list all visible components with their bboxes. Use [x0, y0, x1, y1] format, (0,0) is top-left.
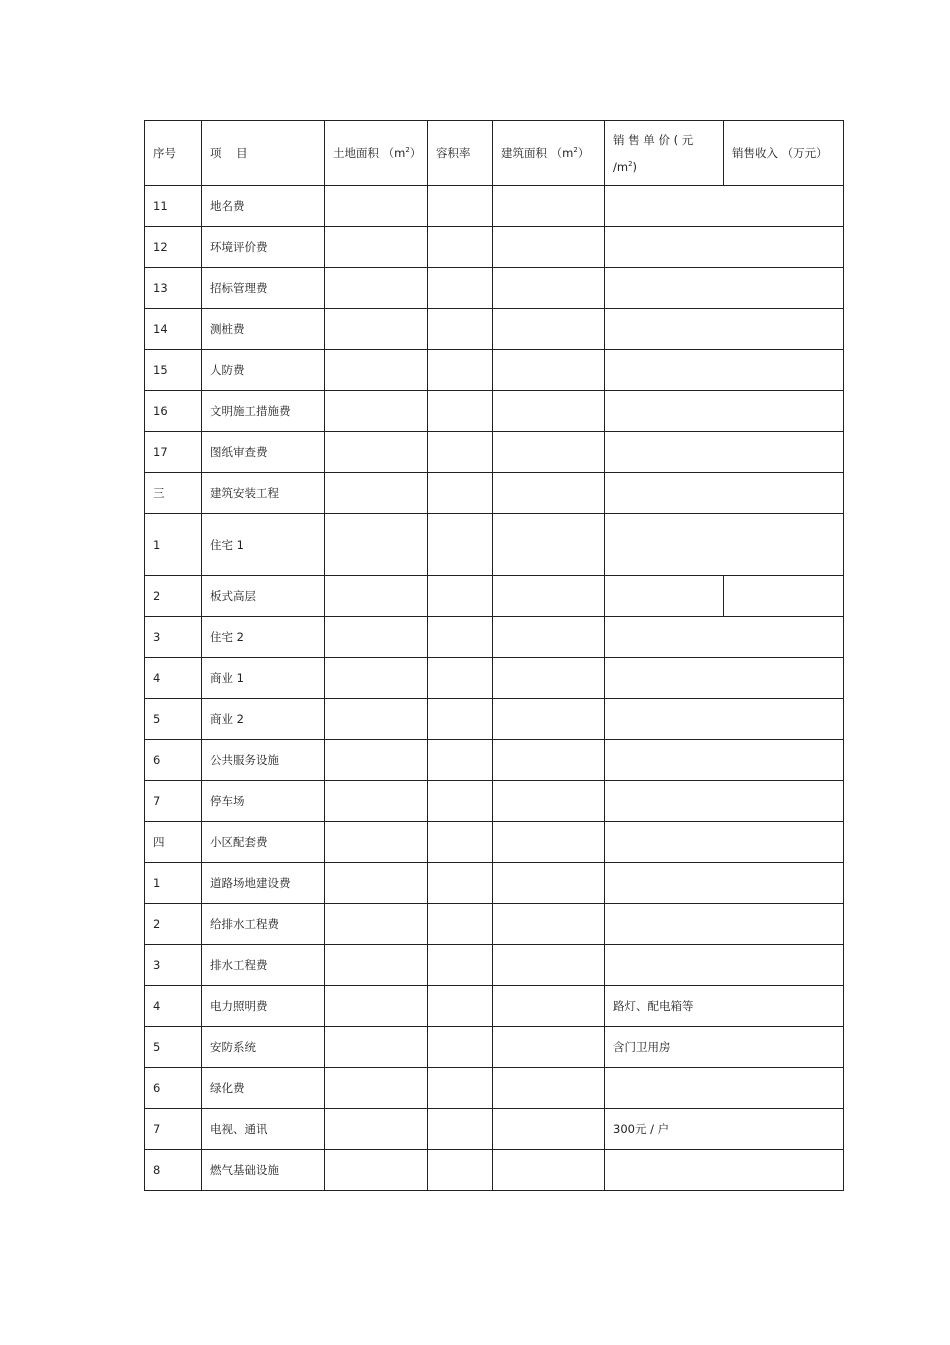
cell-note [605, 658, 844, 699]
cell-far [428, 227, 493, 268]
cell-seq: 7 [145, 781, 202, 822]
cell-item: 招标管理费 [202, 268, 325, 309]
cell-item: 燃气基础设施 [202, 1150, 325, 1191]
cell-build-area [493, 268, 605, 309]
cell-seq: 三 [145, 473, 202, 514]
cell-item: 建筑安装工程 [202, 473, 325, 514]
cell-note [605, 309, 844, 350]
cell-item: 安防系统 [202, 1027, 325, 1068]
cell-item: 绿化费 [202, 1068, 325, 1109]
cell-build-area [493, 781, 605, 822]
cell-note [605, 514, 844, 576]
cell-land-area [325, 514, 428, 576]
header-far: 容积率 [428, 121, 493, 186]
cell-build-area [493, 309, 605, 350]
cell-note [605, 1150, 844, 1191]
cell-seq: 17 [145, 432, 202, 473]
cell-far [428, 1027, 493, 1068]
cell-far [428, 658, 493, 699]
cell-build-area [493, 822, 605, 863]
cell-far [428, 576, 493, 617]
cell-note [605, 740, 844, 781]
table-row [145, 904, 844, 945]
cell-far [428, 1109, 493, 1150]
cell-item: 人防费 [202, 350, 325, 391]
cell-seq: 5 [145, 699, 202, 740]
table-row [145, 822, 844, 863]
cell-item: 住宅 2 [202, 617, 325, 658]
cell-build-area [493, 432, 605, 473]
cell-revenue [724, 576, 844, 617]
cell-build-area [493, 986, 605, 1027]
cell-note [605, 268, 844, 309]
table-row [145, 740, 844, 781]
header-land-area: 土地面积 $(m^2)$ [325, 121, 428, 186]
cell-note [605, 227, 844, 268]
cell-build-area [493, 699, 605, 740]
cell-far [428, 473, 493, 514]
cell-far [428, 186, 493, 227]
header-item [202, 121, 325, 186]
cell-note [605, 617, 844, 658]
cell-note [605, 432, 844, 473]
cell-seq: 2 [145, 904, 202, 945]
cell-land-area [325, 863, 428, 904]
header-row [145, 121, 844, 186]
cell-seq: 2 [145, 576, 202, 617]
header-item-label: 项 目 [210, 146, 248, 160]
cell-seq: 四 [145, 822, 202, 863]
cell-far [428, 1068, 493, 1109]
cell-far [428, 699, 493, 740]
cell-land-area [325, 227, 428, 268]
cell-item: 板式高层 [202, 576, 325, 617]
cell-build-area [493, 391, 605, 432]
cell-seq: 16 [145, 391, 202, 432]
table-row [145, 309, 844, 350]
table-row [145, 1150, 844, 1191]
cost-table [144, 120, 844, 1191]
table-body [145, 186, 844, 1191]
cell-build-area [493, 576, 605, 617]
table-row [145, 350, 844, 391]
cell-build-area [493, 350, 605, 391]
header-build-area: 建筑面积 $(m^2)$ [493, 121, 605, 186]
cell-item: 商业 1 [202, 658, 325, 699]
cell-far [428, 863, 493, 904]
cell-seq: 12 [145, 227, 202, 268]
cell-seq: 11 [145, 186, 202, 227]
table-row [145, 1027, 844, 1068]
cell-unit-price [605, 576, 724, 617]
table-row [145, 391, 844, 432]
cell-build-area [493, 1150, 605, 1191]
cell-far [428, 391, 493, 432]
cell-note [605, 904, 844, 945]
table-row [145, 863, 844, 904]
cell-seq: 3 [145, 945, 202, 986]
cell-seq: 5 [145, 1027, 202, 1068]
cell-land-area [325, 350, 428, 391]
table-row [145, 658, 844, 699]
cell-build-area [493, 473, 605, 514]
cell-far [428, 1150, 493, 1191]
cell-far [428, 268, 493, 309]
table-row [145, 986, 844, 1027]
cell-far [428, 514, 493, 576]
table-row [145, 1068, 844, 1109]
cell-note: 路灯、配电箱等 [605, 986, 844, 1027]
cell-seq: 13 [145, 268, 202, 309]
header-seq: 序号 [145, 121, 202, 186]
cell-land-area [325, 945, 428, 986]
cell-seq: 8 [145, 1150, 202, 1191]
cell-seq: 14 [145, 309, 202, 350]
cell-far [428, 945, 493, 986]
cell-note [605, 1068, 844, 1109]
cell-note [605, 699, 844, 740]
cell-item: 住宅 1 [202, 514, 325, 576]
table-row [145, 1109, 844, 1150]
cell-item: 道路场地建设费 [202, 863, 325, 904]
table-row [145, 186, 844, 227]
cell-land-area [325, 740, 428, 781]
table-row [145, 945, 844, 986]
cell-item: 图纸审查费 [202, 432, 325, 473]
cell-item: 商业 2 [202, 699, 325, 740]
cell-land-area [325, 781, 428, 822]
cell-land-area [325, 391, 428, 432]
cell-far [428, 432, 493, 473]
cell-note: 300元 / 户 [605, 1109, 844, 1150]
cell-land-area [325, 186, 428, 227]
cell-build-area [493, 1068, 605, 1109]
cell-item: 公共服务设施 [202, 740, 325, 781]
cell-far [428, 904, 493, 945]
cell-item: 小区配套费 [202, 822, 325, 863]
cell-land-area [325, 432, 428, 473]
cell-seq: 4 [145, 986, 202, 1027]
cell-land-area [325, 309, 428, 350]
cell-seq: 7 [145, 1109, 202, 1150]
table-row [145, 781, 844, 822]
cell-land-area [325, 699, 428, 740]
table-row [145, 268, 844, 309]
cell-item: 电视、通讯 [202, 1109, 325, 1150]
cell-build-area [493, 1027, 605, 1068]
cell-build-area [493, 740, 605, 781]
cell-land-area [325, 904, 428, 945]
cell-land-area [325, 617, 428, 658]
cell-build-area [493, 186, 605, 227]
cell-item: 地名费 [202, 186, 325, 227]
cell-land-area [325, 1109, 428, 1150]
table-row [145, 617, 844, 658]
table-row [145, 699, 844, 740]
cell-far [428, 822, 493, 863]
cell-land-area [325, 986, 428, 1027]
cell-land-area [325, 1027, 428, 1068]
cell-item: 给排水工程费 [202, 904, 325, 945]
cell-land-area [325, 268, 428, 309]
cell-seq: 6 [145, 740, 202, 781]
cell-land-area [325, 473, 428, 514]
table-row [145, 432, 844, 473]
header-revenue: 销售收入 （万元） [724, 121, 844, 186]
cell-item: 测桩费 [202, 309, 325, 350]
cell-seq: 6 [145, 1068, 202, 1109]
cell-build-area [493, 617, 605, 658]
cell-far [428, 309, 493, 350]
cell-far [428, 740, 493, 781]
cell-build-area [493, 945, 605, 986]
table-row [145, 514, 844, 576]
cell-land-area [325, 576, 428, 617]
cell-seq: 3 [145, 617, 202, 658]
cell-item: 排水工程费 [202, 945, 325, 986]
cell-seq: 1 [145, 514, 202, 576]
cell-far [428, 781, 493, 822]
cell-note [605, 822, 844, 863]
cell-seq: 15 [145, 350, 202, 391]
cell-note [605, 391, 844, 432]
cell-note [605, 863, 844, 904]
header-unit-price: 销 售 单 价 ( 元 $/m^2$) [605, 121, 724, 186]
cell-build-area [493, 1109, 605, 1150]
cell-note [605, 350, 844, 391]
cell-build-area [493, 227, 605, 268]
cell-note [605, 473, 844, 514]
cell-land-area [325, 822, 428, 863]
cell-far [428, 617, 493, 658]
cell-build-area [493, 514, 605, 576]
cell-item: 文明施工措施费 [202, 391, 325, 432]
cell-item: 环境评价费 [202, 227, 325, 268]
cell-seq: 4 [145, 658, 202, 699]
cell-item: 电力照明费 [202, 986, 325, 1027]
cell-far [428, 350, 493, 391]
cell-note [605, 945, 844, 986]
cell-land-area [325, 1068, 428, 1109]
cell-build-area [493, 658, 605, 699]
cell-build-area [493, 904, 605, 945]
cell-note [605, 781, 844, 822]
cell-land-area [325, 658, 428, 699]
cell-seq: 1 [145, 863, 202, 904]
table-row [145, 473, 844, 514]
cell-far [428, 986, 493, 1027]
cell-item: 停车场 [202, 781, 325, 822]
table-row [145, 576, 844, 617]
cell-note [605, 186, 844, 227]
table-row [145, 227, 844, 268]
cell-land-area [325, 1150, 428, 1191]
cell-build-area [493, 863, 605, 904]
cell-note: 含门卫用房 [605, 1027, 844, 1068]
